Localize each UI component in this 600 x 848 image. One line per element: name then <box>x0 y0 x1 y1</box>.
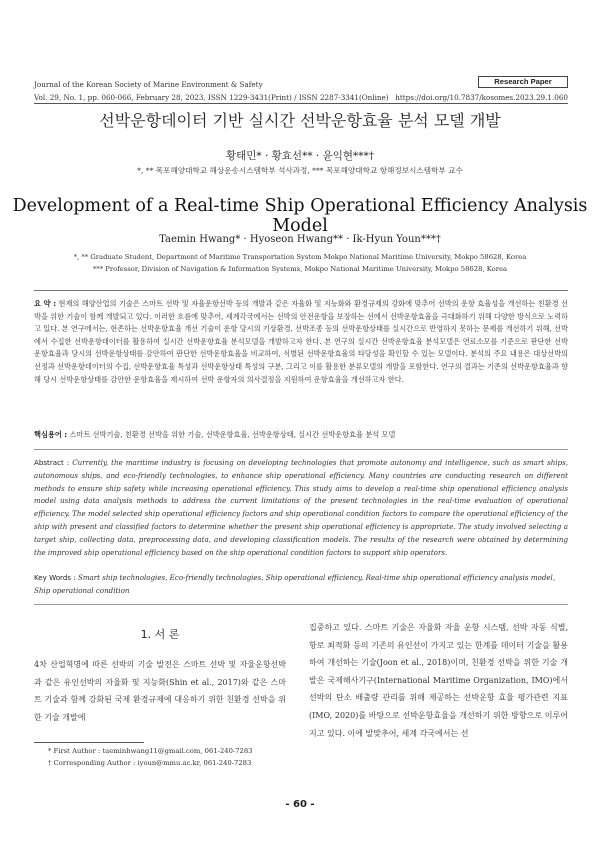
keywords-korean <box>34 430 568 440</box>
footnote-corresponding-author: † Corresponding Author : iyoun@mmu.ac.kr, 061-240-7283 <box>48 759 252 767</box>
keywords-korean-text: 스마트 선박기술, 친환경 선박을 위한 기술, 선박운항효율, 선박운항상태, 실시간 선박운항효율 분석 모델 <box>67 430 396 439</box>
header-rule <box>34 103 568 104</box>
title-english: Development of a Real-time Ship Operational Efficiency Analysis Model <box>12 196 588 236</box>
abstract-bottom-rule <box>34 604 568 605</box>
keywords-english-label: Key Words : <box>34 573 76 582</box>
abstract-english-text: Currently, the maritime industry is focusing on developing technologies that promote autonomy and intelligence, such as smart ships, autonomous ships, and eco-friendly technologies, to enhance ship operational efficiency. Many countries are conducting research on different methods to ensure ship safety while increasing operational efficiency. This study aims to develop a real-time ship operational efficiency analysis model using data analysis methods to address the current limitations of the present technologies in the real-time evaluation of operational efficiency. The model selected ship operational efficiency factors and ship operational condition factors to compare the operational efficiency of the ship with present and classified factors to determine whether the present ship operational efficiency is appropriate. The study involved selecting a target ship, collecting data, preprocessing data, and developing classification models. The results of the research were obtained by determining the improved ship operational efficiency based on the ship operational condition factors to support ship operators. <box>34 458 568 557</box>
intro-right-column: 집중하고 있다. 스마트 기술은 자율화 자율 운항 시스템, 선박 자동 식별, 항로 최적화 등의 기존의 유인선이 가지고 있는 한계를 데이터 기술을 활용하여 개선하는 기술(Joon et al., 2018)이며, 친환경 선박을 위한 기술 개발은 국제해사기구(International Maritime Organization, IMO)에서 선박의 탄소 배출량 관리를 위해 제공하는 선박운항 효율 평가관련 지표(IMO, 2020)를 바탕으로 선박운항효율을 개선하기 위한 방향으로 이루어지고 있다. 이에 발맞추어, 세계 각국에서는 선 <box>309 623 568 738</box>
affiliation-english-2: *** Professor, Division of Navigation & Information Systems, Mokpo National Maritime University, Mokpo 58628, Korea <box>92 265 508 273</box>
keywords-korean-label: 핵심용어 : <box>34 430 68 439</box>
authors-english: Taemin Hwang* · Hyoseon Hwang** · Ik-Hyun Youn***† <box>159 234 441 245</box>
affiliation-korean: *, ** 목포해양대학교 해상운송시스템학부 석사과정, *** 목포해양대학교 항해정보시스템학부 교수 <box>137 166 463 175</box>
keywords-english <box>34 572 568 598</box>
volume-issue-line: Vol. 29, No. 1, pp. 060-066, February 28, 2023, ISSN 1229-3431(Print) / ISSN 2287-3341(Online) <box>34 93 389 102</box>
section-heading-introduction: 1. 서 론 <box>140 628 180 641</box>
intro-left-column: 4차 산업혁명에 따른 선박의 기술 발전은 스마트 선박 및 자율운항선박과 같은 유인선박의 자율화 및 지능화(Shin et al., 2017)와 같은 스마트 기술과 함께 강화된 국제 환경규제에 대응하기 위한 친환경 선박을 위한 기술 개발에 <box>34 660 286 722</box>
journal-name: Journal of the Korean Society of Marine Environment & Safety <box>34 80 263 89</box>
abstract-middle-rule <box>34 449 568 450</box>
footnote-first-author: * First Author : taeminhwang11@gmail.com, 061-240-7283 <box>48 747 253 755</box>
abstract-english-label: Abstract : <box>34 458 70 467</box>
title-korean: 선박운항데이터 기반 실시간 선박운항효율 분석 모델 개발 <box>99 111 501 130</box>
abstract-top-rule <box>34 290 568 291</box>
footnote-rule <box>34 742 144 743</box>
research-paper-badge: Research Paper <box>478 76 568 88</box>
abstract-korean-text: 현재의 해양산업의 기술은 스마트 선박 및 자율운항선박 등의 개발과 같은 자율화 및 지능화와 환경규제의 강화에 맞추어 선박의 운항 효율성을 개선하는 친환경 선박을 위한 기술이 함께 개발되고 있다. 이러한 흐름에 맞추어, 세계각국에서는 선박의 안전운항을 보장하는 선에서 선박운항효율을 극대화하기 위해 다양한 방식으로 노력하고 있다. 본 연구에서는, 현존하는 선박운항효율 개선 기술이 운항 당시의 기상환경, 선박조종 등의 선박운항상태를 실시간으로 반영하지 못하는 문제를 개선하기 위해, 선박에서 수집한 선박운항데이터를 활용하여 실시간 선박운항효율 분석모델을 개발하고자 한다. 본 연구의 실시간 선박운항효율 분석모델은 연료소모를 기준으로 판단한 선박운항효율과 당시의 선박운항상태를 감안하여 판단한 선박운항효율을 비교하여, 식별된 선박운항효율의 타당성을 확인할 수 있는 모델이다. 분석의 주요 내용은 대상선박의 선정과 선박운항데이터의 수집, 선박운항효율 특성과 선박운항상태 특성의 구분, 그리고 이를 활용한 분류모델의 개발을 포함한다. 연구의 결과는 기존의 선박운항효율과 향해 당시 선박운항상태를 감안한 운항효율을 제시하여 선박 운항자의 의사결정을 지원하여 운항효율을 개선하고자 한다. <box>34 299 569 384</box>
keywords-english-text: Smart ship technologies, Eco-friendly technologies, Ship operational efficiency, Real-time ship operational efficiency analysis model, Ship operational condition <box>34 573 556 595</box>
abstract-korean <box>34 298 568 386</box>
affiliation-english-1: *, ** Graduate Student, Department of Maritime Transportation System Mokpo National Maritime University, Mokpo 58628, Korea <box>73 253 527 261</box>
page-number: - 60 - <box>285 799 315 810</box>
doi-link[interactable]: https://doi.org/10.7837/kosomes.2023.29.1.060 <box>395 93 568 102</box>
abstract-english <box>34 457 568 559</box>
authors-korean: 황태민* · 황효선** · 윤익현***† <box>225 150 375 162</box>
abstract-korean-label: 요 약 : <box>34 299 57 308</box>
